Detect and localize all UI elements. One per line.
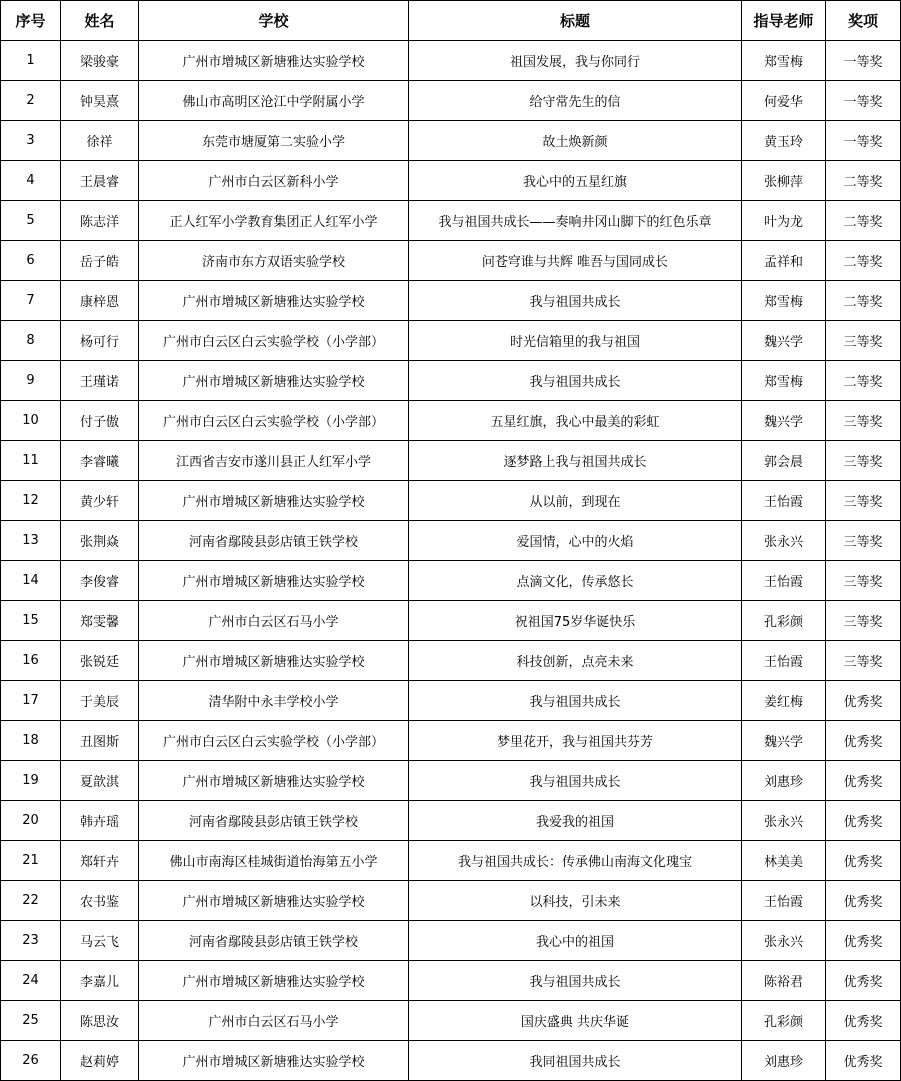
- cell-award: 一等奖: [826, 41, 901, 81]
- cell-title: 祝祖国75岁华诞快乐: [409, 601, 742, 641]
- cell-school: 广州市增城区新塘雅达实验学校: [139, 281, 409, 321]
- table-row: [1, 881, 901, 921]
- cell-title: 我与祖国共成长: [409, 961, 742, 1001]
- cell-teacher: 郑雪梅: [742, 281, 826, 321]
- cell-name: 李嘉儿: [61, 961, 139, 1001]
- cell-award: 优秀奖: [826, 761, 901, 801]
- cell-name: 于美辰: [61, 681, 139, 721]
- table-row: [1, 401, 901, 441]
- cell-title: 我与祖国共成长：传承佛山南海文化瑰宝: [409, 841, 742, 881]
- cell-teacher: 姜红梅: [742, 681, 826, 721]
- cell-number: 3: [1, 121, 61, 161]
- cell-teacher: 魏兴学: [742, 321, 826, 361]
- cell-number: 12: [1, 481, 61, 521]
- cell-name: 张锐廷: [61, 641, 139, 681]
- cell-school: 广州市白云区白云实验学校（小学部）: [139, 401, 409, 441]
- table-row: [1, 41, 901, 81]
- cell-school: 佛山市南海区桂城街道怡海第五小学: [139, 841, 409, 881]
- cell-teacher: 郑雪梅: [742, 41, 826, 81]
- cell-award: 优秀奖: [826, 721, 901, 761]
- cell-name: 康梓恩: [61, 281, 139, 321]
- cell-teacher: 郭会晨: [742, 441, 826, 481]
- cell-title: 点滴文化，传承悠长: [409, 561, 742, 601]
- cell-teacher: 王怡霞: [742, 641, 826, 681]
- cell-number: 1: [1, 41, 61, 81]
- cell-number: 18: [1, 721, 61, 761]
- header-teacher: 指导老师: [742, 1, 826, 41]
- cell-number: 8: [1, 321, 61, 361]
- cell-school: 广州市增城区新塘雅达实验学校: [139, 881, 409, 921]
- table-row: [1, 441, 901, 481]
- cell-name: 徐祥: [61, 121, 139, 161]
- cell-teacher: 刘惠珍: [742, 761, 826, 801]
- cell-title: 故土焕新颜: [409, 121, 742, 161]
- cell-number: 11: [1, 441, 61, 481]
- table-row: [1, 841, 901, 881]
- cell-school: 广州市白云区新科小学: [139, 161, 409, 201]
- cell-name: 张荆焱: [61, 521, 139, 561]
- cell-award: 优秀奖: [826, 1041, 901, 1081]
- cell-teacher: 王怡霞: [742, 881, 826, 921]
- cell-school: 河南省鄢陵县彭店镇王铁学校: [139, 801, 409, 841]
- cell-number: 24: [1, 961, 61, 1001]
- cell-number: 15: [1, 601, 61, 641]
- cell-number: 23: [1, 921, 61, 961]
- table-row: [1, 201, 901, 241]
- cell-title: 我与祖国共成长: [409, 361, 742, 401]
- cell-school: 广州市白云区白云实验学校（小学部）: [139, 321, 409, 361]
- cell-award: 优秀奖: [826, 841, 901, 881]
- cell-number: 14: [1, 561, 61, 601]
- table-row: [1, 161, 901, 201]
- cell-school: 广州市增城区新塘雅达实验学校: [139, 761, 409, 801]
- table-row: [1, 961, 901, 1001]
- cell-title: 科技创新，点亮未来: [409, 641, 742, 681]
- table-row: [1, 481, 901, 521]
- cell-title: 我与祖国共成长: [409, 281, 742, 321]
- cell-name: 夏歆淇: [61, 761, 139, 801]
- cell-number: 16: [1, 641, 61, 681]
- table-row: [1, 601, 901, 641]
- cell-teacher: 孔彩颜: [742, 1001, 826, 1041]
- cell-title: 给守常先生的信: [409, 81, 742, 121]
- cell-name: 陈思汝: [61, 1001, 139, 1041]
- cell-school: 河南省鄢陵县彭店镇王铁学校: [139, 521, 409, 561]
- cell-school: 广州市白云区石马小学: [139, 601, 409, 641]
- cell-award: 二等奖: [826, 281, 901, 321]
- table-row: [1, 921, 901, 961]
- cell-name: 杨可行: [61, 321, 139, 361]
- cell-teacher: 黄玉玲: [742, 121, 826, 161]
- cell-title: 我心中的五星红旗: [409, 161, 742, 201]
- cell-teacher: 何爱华: [742, 81, 826, 121]
- cell-award: 优秀奖: [826, 921, 901, 961]
- table-row: [1, 1041, 901, 1081]
- cell-school: 广州市增城区新塘雅达实验学校: [139, 41, 409, 81]
- cell-number: 17: [1, 681, 61, 721]
- cell-award: 二等奖: [826, 241, 901, 281]
- cell-teacher: 魏兴学: [742, 721, 826, 761]
- cell-teacher: 孔彩颜: [742, 601, 826, 641]
- cell-name: 郑轩卉: [61, 841, 139, 881]
- cell-title: 祖国发展，我与你同行: [409, 41, 742, 81]
- cell-teacher: 张永兴: [742, 521, 826, 561]
- cell-name: 农书鉴: [61, 881, 139, 921]
- table-row: [1, 561, 901, 601]
- cell-name: 王瑾诺: [61, 361, 139, 401]
- cell-award: 优秀奖: [826, 961, 901, 1001]
- cell-name: 赵莉婷: [61, 1041, 139, 1081]
- cell-name: 丑图斯: [61, 721, 139, 761]
- cell-number: 5: [1, 201, 61, 241]
- cell-school: 江西省吉安市遂川县正人红军小学: [139, 441, 409, 481]
- cell-number: 26: [1, 1041, 61, 1081]
- table-row: [1, 321, 901, 361]
- cell-school: 广州市增城区新塘雅达实验学校: [139, 1041, 409, 1081]
- cell-award: 优秀奖: [826, 881, 901, 921]
- cell-teacher: 魏兴学: [742, 401, 826, 441]
- cell-number: 7: [1, 281, 61, 321]
- cell-award: 优秀奖: [826, 1001, 901, 1041]
- cell-award: 一等奖: [826, 81, 901, 121]
- table-row: [1, 521, 901, 561]
- cell-title: 梦里花开，我与祖国共芬芳: [409, 721, 742, 761]
- cell-name: 郑雯馨: [61, 601, 139, 641]
- cell-award: 三等奖: [826, 561, 901, 601]
- cell-number: 4: [1, 161, 61, 201]
- cell-school: 广州市白云区石马小学: [139, 1001, 409, 1041]
- cell-school: 广州市增城区新塘雅达实验学校: [139, 961, 409, 1001]
- cell-name: 李睿曦: [61, 441, 139, 481]
- header-name: 姓名: [61, 1, 139, 41]
- header-row: [1, 1, 901, 41]
- cell-title: 国庆盛典 共庆华诞: [409, 1001, 742, 1041]
- cell-award: 三等奖: [826, 601, 901, 641]
- cell-title: 我与祖国共成长: [409, 761, 742, 801]
- cell-title: 我心中的祖国: [409, 921, 742, 961]
- cell-teacher: 叶为龙: [742, 201, 826, 241]
- cell-award: 优秀奖: [826, 801, 901, 841]
- table-row: [1, 721, 901, 761]
- cell-title: 以科技，引未来: [409, 881, 742, 921]
- cell-teacher: 陈裕君: [742, 961, 826, 1001]
- table-row: [1, 761, 901, 801]
- cell-award: 三等奖: [826, 641, 901, 681]
- cell-number: 2: [1, 81, 61, 121]
- cell-title: 我与祖国共成长——奏响井冈山脚下的红色乐章: [409, 201, 742, 241]
- table-row: [1, 681, 901, 721]
- cell-title: 逐梦路上我与祖国共成长: [409, 441, 742, 481]
- table-row: [1, 241, 901, 281]
- cell-name: 岳子皓: [61, 241, 139, 281]
- cell-teacher: 王怡霞: [742, 481, 826, 521]
- cell-number: 20: [1, 801, 61, 841]
- cell-name: 陈志洋: [61, 201, 139, 241]
- cell-title: 我与祖国共成长: [409, 681, 742, 721]
- cell-name: 付子傲: [61, 401, 139, 441]
- cell-school: 河南省鄢陵县彭店镇王铁学校: [139, 921, 409, 961]
- cell-school: 广州市增城区新塘雅达实验学校: [139, 561, 409, 601]
- table-row: [1, 641, 901, 681]
- table-row: [1, 801, 901, 841]
- cell-award: 三等奖: [826, 481, 901, 521]
- cell-number: 13: [1, 521, 61, 561]
- cell-teacher: 张永兴: [742, 801, 826, 841]
- cell-school: 东莞市塘厦第二实验小学: [139, 121, 409, 161]
- cell-title: 五星红旗，我心中最美的彩虹: [409, 401, 742, 441]
- cell-school: 广州市增城区新塘雅达实验学校: [139, 481, 409, 521]
- table-body: [1, 41, 901, 1081]
- cell-number: 9: [1, 361, 61, 401]
- cell-teacher: 张永兴: [742, 921, 826, 961]
- header-school: 学校: [139, 1, 409, 41]
- cell-school: 济南市东方双语实验学校: [139, 241, 409, 281]
- cell-award: 二等奖: [826, 361, 901, 401]
- cell-teacher: 林美美: [742, 841, 826, 881]
- cell-teacher: 刘惠珍: [742, 1041, 826, 1081]
- cell-teacher: 孟祥和: [742, 241, 826, 281]
- cell-number: 10: [1, 401, 61, 441]
- cell-title: 我同祖国共成长: [409, 1041, 742, 1081]
- cell-name: 黄少轩: [61, 481, 139, 521]
- cell-name: 韩卉瑶: [61, 801, 139, 841]
- cell-school: 清华附中永丰学校小学: [139, 681, 409, 721]
- cell-award: 优秀奖: [826, 681, 901, 721]
- cell-award: 三等奖: [826, 441, 901, 481]
- table-row: [1, 281, 901, 321]
- cell-award: 二等奖: [826, 201, 901, 241]
- cell-school: 佛山市高明区沧江中学附属小学: [139, 81, 409, 121]
- header-number: 序号: [1, 1, 61, 41]
- cell-number: 19: [1, 761, 61, 801]
- cell-title: 时光信箱里的我与祖国: [409, 321, 742, 361]
- cell-title: 问苍穹谁与共辉 唯吾与国同成长: [409, 241, 742, 281]
- cell-title: 爱国情，心中的火焰: [409, 521, 742, 561]
- header-award: 奖项: [826, 1, 901, 41]
- cell-name: 王晨睿: [61, 161, 139, 201]
- cell-award: 三等奖: [826, 521, 901, 561]
- cell-name: 马云飞: [61, 921, 139, 961]
- cell-school: 广州市白云区白云实验学校（小学部）: [139, 721, 409, 761]
- table-row: [1, 361, 901, 401]
- cell-title: 从以前，到现在: [409, 481, 742, 521]
- table-row: [1, 81, 901, 121]
- cell-award: 二等奖: [826, 161, 901, 201]
- cell-teacher: 郑雪梅: [742, 361, 826, 401]
- cell-award: 三等奖: [826, 321, 901, 361]
- cell-number: 6: [1, 241, 61, 281]
- cell-teacher: 张柳萍: [742, 161, 826, 201]
- header-title: 标题: [409, 1, 742, 41]
- cell-number: 25: [1, 1001, 61, 1041]
- cell-teacher: 王怡霞: [742, 561, 826, 601]
- cell-name: 梁骏豪: [61, 41, 139, 81]
- table-row: [1, 121, 901, 161]
- cell-school: 正人红军小学教育集团正人红军小学: [139, 201, 409, 241]
- cell-award: 三等奖: [826, 401, 901, 441]
- cell-title: 我爱我的祖国: [409, 801, 742, 841]
- cell-name: 李俊睿: [61, 561, 139, 601]
- table-row: [1, 1001, 901, 1041]
- cell-award: 一等奖: [826, 121, 901, 161]
- cell-school: 广州市增城区新塘雅达实验学校: [139, 641, 409, 681]
- cell-name: 钟昊熹: [61, 81, 139, 121]
- cell-number: 21: [1, 841, 61, 881]
- cell-number: 22: [1, 881, 61, 921]
- cell-school: 广州市增城区新塘雅达实验学校: [139, 361, 409, 401]
